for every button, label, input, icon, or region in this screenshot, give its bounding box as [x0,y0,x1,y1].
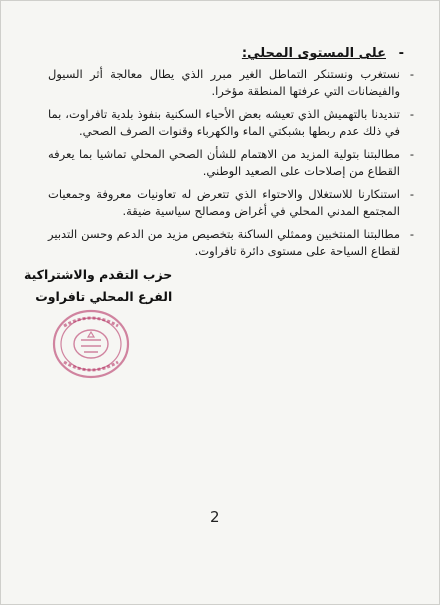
bullet-dash: - [409,227,414,241]
bullet-list [48,66,414,266]
bullet-text: تنديدنا بالتهميش الذي تعيشه بعض الأحياء السكنية بنفوذ بلدية تافراوت، بما في ذلك عدم ربطها بشبكتي الماء والكهرباء وقنوات الصرف الصحي. [48,107,400,138]
heading-dash: - [398,46,404,61]
signature-party: حزب التقدم والاشتراكية [24,267,173,282]
bullet-dash: - [409,187,414,201]
page-number: 2 [210,508,220,526]
bullet-dash: - [409,67,414,81]
bullet-item [48,66,414,100]
signature-block [24,264,172,308]
bullet-item [48,226,414,260]
bullet-text: نستغرب ونستنكر التماطل الغير مبرر الذي يطال معالجة أثر السيول والفيضانات التي عرفتها المنطقة مؤخرا. [48,67,400,98]
bullet-text: استنكارنا للاستغلال والاحتواء الذي تتعرض له تعاونيات معروفة وجمعيات المجتمع المدني المحلي في أغراض ومصالح سياسية ضيقة. [48,187,400,218]
bullet-text: مطالبتنا بتولية المزيد من الاهتمام للشأن الصحي المحلي تماشيا بما يعرفه القطاع من إصلاحات على الصعيد الوطني. [48,147,400,178]
bullet-text: مطالبتنا المنتخبين وممثلي الساكنة بتخصيص مزيد من الدعم وحسن التدبير لقطاع السياحة على مستوى دائرة تافراوت. [48,227,400,258]
section-heading: على المستوى المحلي: [241,46,386,61]
bullet-dash: - [409,147,414,161]
signature-branch: الفرع المحلي تافراوت [35,289,173,304]
bullet-dash: - [409,107,414,121]
bullet-item [48,106,414,140]
official-stamp-icon [50,306,132,382]
bullet-item [48,186,414,220]
bullet-item [48,146,414,180]
